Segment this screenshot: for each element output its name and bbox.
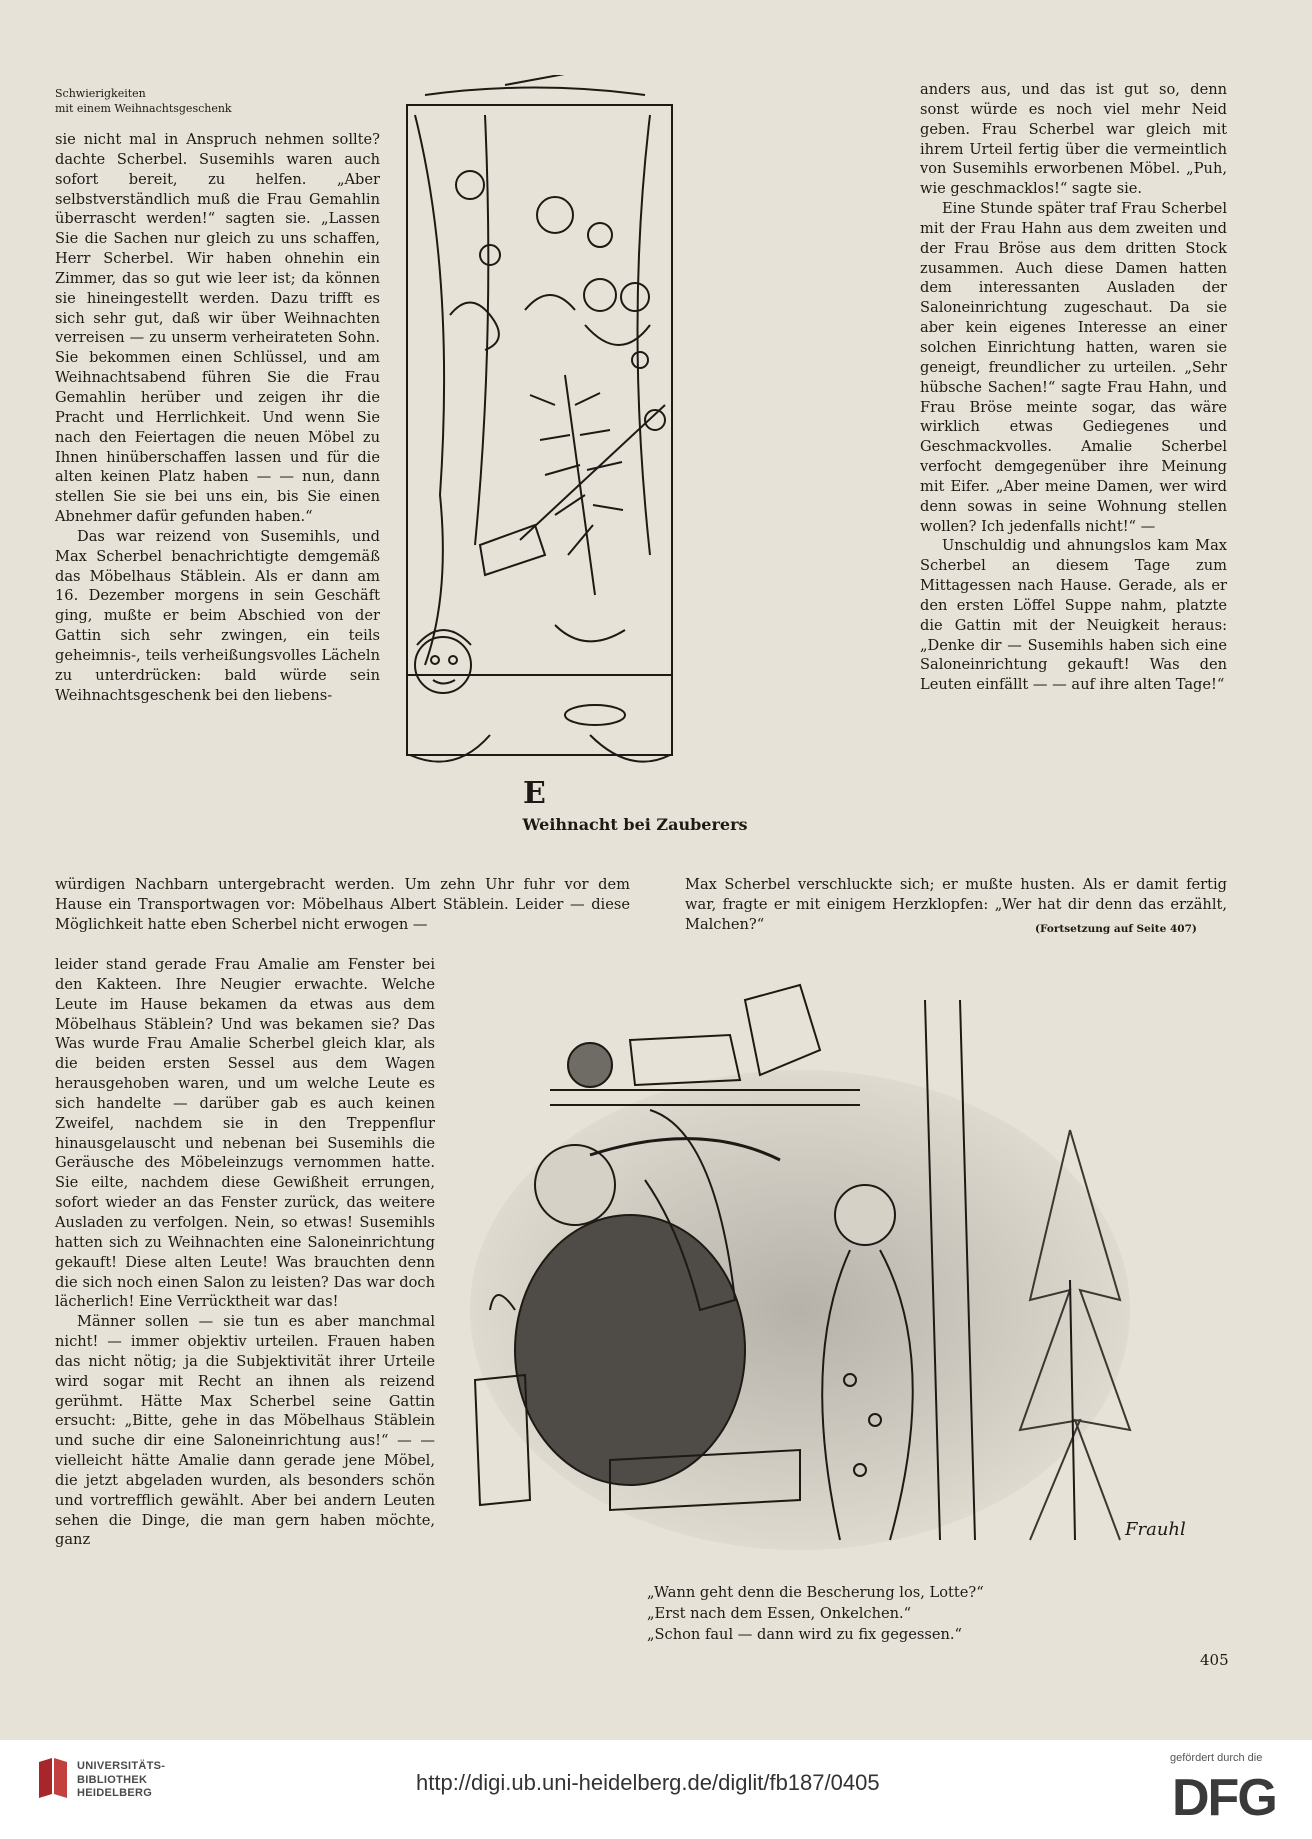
continued-note: (Fortsetzung auf Seite 407) — [1035, 923, 1197, 935]
footer-bar — [0, 1740, 1312, 1839]
illustration-weihnacht-bei-zauberers — [395, 75, 685, 845]
permalink-url[interactable]: http://digi.ub.uni-heidelberg.de/diglit/fb187/0405 — [416, 1770, 880, 1795]
page-number: 405 — [1200, 1651, 1229, 1669]
funding-note: gefördert durch die — [1170, 1752, 1263, 1764]
cartoon-caption — [647, 1582, 1027, 1645]
caption-line: „Erst nach dem Essen, Onkelchen.“ — [647, 1605, 912, 1622]
cartoon-signature: Frauhl — [1125, 1519, 1186, 1540]
cartoon-illustration — [470, 980, 1230, 1570]
institution-name — [77, 1760, 165, 1801]
running-head — [55, 86, 232, 116]
caption-line: „Wann geht denn die Bescherung los, Lotte?“ — [647, 1584, 984, 1601]
artist-signature: E — [523, 776, 546, 811]
wide-paragraph: würdigen Nachbarn untergebracht werden. Um zehn Uhr fuhr vor dem Hause ein Transportwagen vor: Möbelhaus Albert Stäblein. Leider — diese Möglichkeit hatte eben Scherbel nicht erwogen — — [55, 876, 630, 933]
column-left-bottom — [55, 955, 435, 1550]
university-library-logo-icon — [36, 1758, 70, 1798]
running-head-line: mit einem Weihnachtsgeschenk — [55, 102, 232, 115]
institution-line: UNIVERSITÄTS- — [77, 1760, 166, 1772]
dfg-logo: DFG — [1172, 1769, 1276, 1827]
institution-line: HEIDELBERG — [77, 1787, 153, 1799]
paragraph: Männer sollen — sie tun es aber manchmal nicht! — immer objektiv urteilen. Frauen haben das nicht nötig; ja die Subjektivität ihrer Urteile wird sogar mit Recht an ihnen als reizend gerühmt. Hätte Max Scherbel seine Gattin ersucht: „Bitte, gehe in das Möbelhaus Stäblein und suche dir eine Saloneinrichtung aus!“ — — vielleicht hätte Amalie dann gerade jene Möbel, die jetzt abgeladen wurden, als besonders schön und vortrefflich gewählt. Aber bei andern Leuten sehen die Dinge, die man gern haben möchte, ganz — [55, 1313, 435, 1549]
paragraph: Eine Stunde später traf Frau Scherbel mit der Frau Hahn aus dem zweiten und der Frau Bröse aus dem dritten Stock zusammen. Auch diese Damen hatten dem interessanten Ausladen der Saloneinrichtung zugeschaut. Da sie aber kein eigenes Interesse an einer solchen Einrichtung hatten, waren sie geneigt, freundlicher zu urteilen. „Sehr hübsche Sachen!“ sagte Frau Hahn, und Frau Bröse meinte sogar, das wäre wirklich etwas Gediegenes und Geschmackvolles. Amalie Scherbel verfocht demgegenüber ihre Meinung mit Eifer. „Aber meine Damen, wer wird denn sowas in seine Wohnung stellen wollen? Ich jedenfalls nicht!“ — — [920, 200, 1227, 535]
magician-christmas-drawing — [395, 75, 685, 845]
paragraph: anders aus, und das ist gut so, denn sonst würde es noch viel mehr Neid geben. Frau Scherbel war gleich mit ihrem Urteil fertig über die vermeintlich von Susemihls erworbenen Möbel. „Puh, wie geschmacklos!“ sagte sie. — [920, 81, 1227, 198]
cartoon-drawing — [470, 980, 1230, 1570]
paragraph: Unschuldig und ahnungslos kam Max Scherbel an diesem Tage zum Mittagessen nach Hause. Gerade, als er den ersten Löffel Suppe nahm, platzte die Gattin mit der Neuigkeit heraus: „Denke dir — Susemihls haben sich eine Saloneinrichtung gekauft! Was den Leuten einfällt — — auf ihre alten Tage!“ — [920, 537, 1227, 694]
running-head-line: Schwierigkeiten — [55, 87, 146, 100]
paragraph: sie nicht mal in Anspruch nehmen sollte? dachte Scherbel. Susemihls waren auch sofort bereit, zu helfen. „Aber selbstverständlich muß die Frau Gemahlin überrascht werden!“ sagten sie. „Lassen Sie die Sachen nur gleich zu uns schaffen, Herr Scherbel. Wir haben ohnehin ein Zimmer, das so gut wie leer ist; da können sie hineingestellt werden. Dazu trifft es sich sehr gut, daß wir über Weihnachten verreisen — zu unserm verheirateten Sohn. Sie bekommen einen Schlüssel, und am Weihnachtsabend führen Sie die Frau Gemahlin herüber und zeigen ihr die Pracht und Herrlichkeit. Und wenn Sie nach den Feiertagen die neuen Möbel zu Ihnen hinüberschaffen lassen und für die alten keinen Platz haben — — nun, dann stellen Sie sie bei uns ein, bis Sie einen Abnehmer dafür gefunden haben.“ — [55, 131, 380, 526]
column-right — [920, 80, 1227, 695]
illustration-caption: Weihnacht bei Zauberers — [522, 815, 748, 834]
paragraph: leider stand gerade Frau Amalie am Fenster bei den Kakteen. Ihre Neugier erwachte. Welche Leute im Hause bekamen da etwas aus dem Möbelhaus Stäblein? Und was bekamen sie? Das Was wurde Frau Amalie Scherbel gleich klar, als die beiden ersten Sessel aus dem Wagen herausgehoben waren, und um welche Leute es sich handelte — darüber gab es auch keinen Zweifel, nachdem sie in den Treppenflur hinausgelauscht und nebenan bei Susemihls die Geräusche des Möbeleinzugs vernommen hatte. Sie eilte, nachdem diese Gewißheit errungen, sofort wieder an das Fenster zurück, das weitere Ausladen zu verfolgen. Nein, so etwas! Susemihls hatten sich zu Weihnachten eine Saloneinrichtung gekauft! Diese alten Leute! Was brauchten denn die sich noch einen Salon zu leisten? Das war doch lächerlich! Eine Verrücktheit war das! — [55, 956, 435, 1311]
right-paragraph-final: Max Scherbel verschluckte sich; er mußte husten. Als er damit fertig war, fragte er mit einigem Herzklopfen: „Wer hat dir denn das erzählt, Malchen?“ — [685, 876, 1227, 933]
column-left-top — [55, 130, 380, 705]
paragraph: Das war reizend von Susemihls, und Max Scherbel benachrichtigte demgemäß das Möbelhaus Stäblein. Als er dann am 16. Dezember morgens in sein Geschäft ging, mußte er beim Abschied von der Gattin sich sehr zwingen, ein teils geheimnis-, teils verheißungsvolles Lächeln zu unterdrücken: bald würde sein Weihnachtsgeschenk bei den liebens- — [55, 527, 380, 704]
caption-line: „Schon faul — dann wird zu fix gegessen.“ — [647, 1626, 962, 1643]
institution-line: BIBLIOTHEK — [77, 1773, 148, 1786]
